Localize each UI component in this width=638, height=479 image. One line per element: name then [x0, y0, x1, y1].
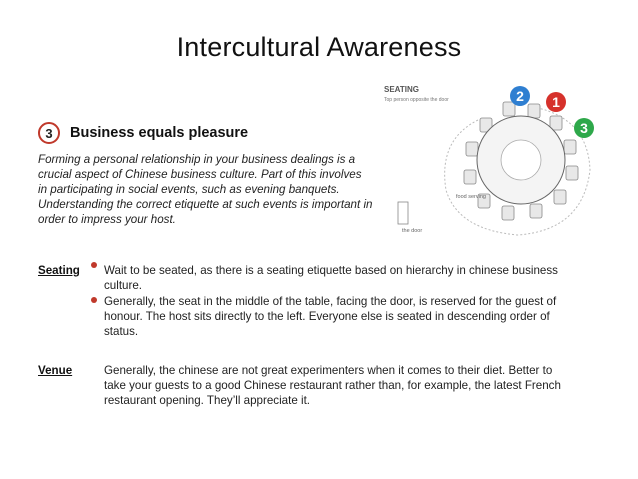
lazy-susan [501, 140, 541, 180]
svg-text:2: 2 [516, 88, 524, 104]
section-header [38, 120, 248, 146]
bullet-dot [91, 262, 97, 268]
door-icon [398, 202, 408, 224]
diagram-heading: SEATING [384, 85, 419, 94]
intro-paragraph: Forming a personal relationship in your business dealings is a crucial aspect of Chinese business culture. Part of this involves in participating in social events, such as evening banquets. Understanding the correct etiquette at such events is important in order to impress your host. [38, 153, 373, 226]
seating-bullet-2: Generally, the seat in the middle of the table, facing the door, is reserved for the guest of honour. The host sits directly to the left. Everyone else is seated in descending order of status. [104, 295, 557, 338]
row-label-venue: Venue [38, 364, 73, 377]
door-label: the door [402, 228, 423, 234]
row-label-seating: Seating [38, 264, 80, 277]
section-title: Business equals pleasure [70, 125, 249, 141]
seat-badge-3 [574, 118, 594, 138]
svg-text:3: 3 [580, 120, 588, 136]
venue-text: Generally, the chinese are not great experimenters when it comes to their diet. Better to take your guests to a good Chinese restaurant rather than, for example, the latest French restaurant opening. They’ll appreciate it. [104, 364, 561, 407]
food-serving-label: food serving [456, 194, 486, 200]
section-number-badge: 3 [38, 122, 60, 144]
diagram-subheading: Top person opposite the door [384, 97, 449, 103]
bullet-dot [91, 297, 97, 303]
svg-text:1: 1 [552, 94, 560, 110]
seat-badge-1 [546, 92, 566, 112]
seating-bullet-1: Wait to be seated, as there is a seating etiquette based on hierarchy in chinese business culture. [104, 264, 558, 292]
slide-title: Intercultural Awareness [176, 32, 462, 62]
seating-diagram [378, 80, 608, 248]
seat-badge-2 [510, 86, 530, 106]
